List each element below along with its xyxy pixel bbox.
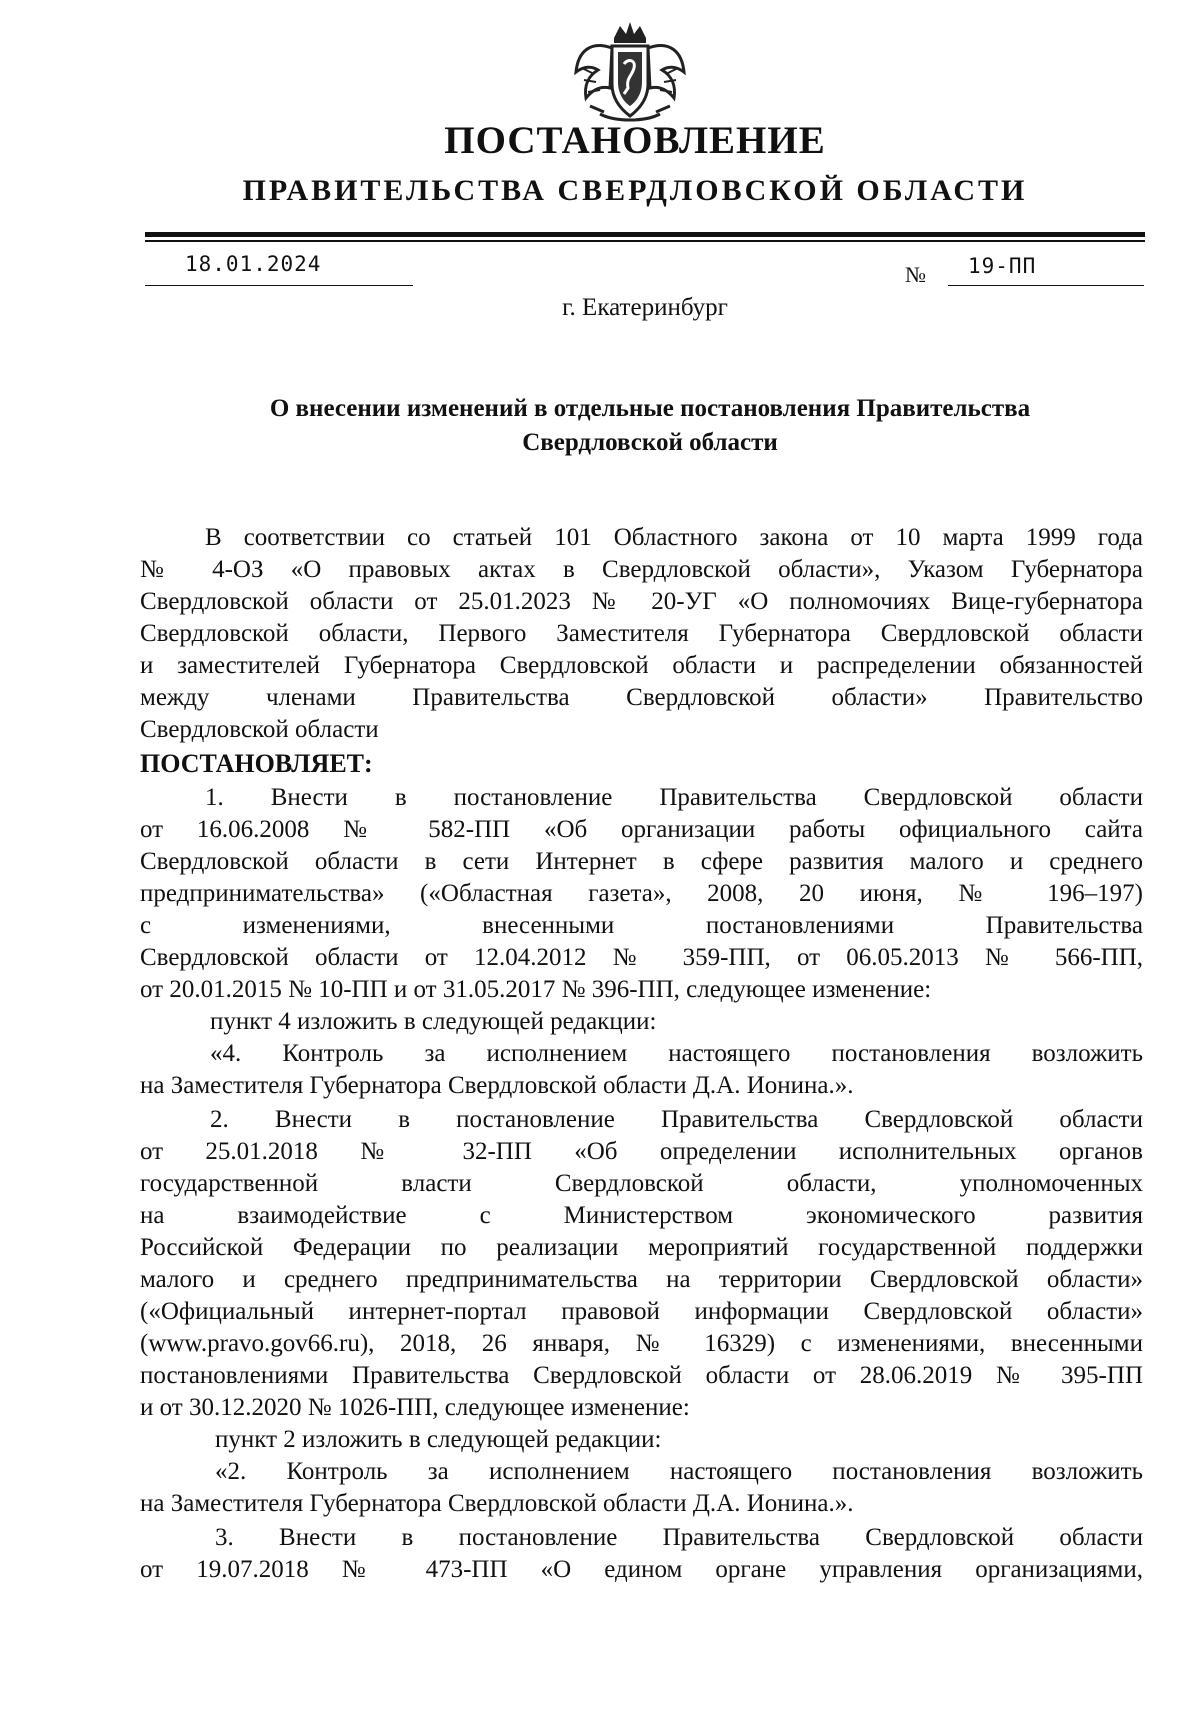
item2-line: 2. Внести в постановление Правительства Свердловской области — [210, 1106, 1143, 1133]
preamble-line: и заместителей Губернатора Свердловской области и распределении обязанностей — [140, 652, 1143, 679]
header-divider-thin — [145, 240, 1145, 242]
document-date: 18.01.2024 — [185, 252, 322, 276]
preamble-line: В соответствии со статьей 101 Областного закона от 10 марта 1999 года — [205, 524, 1143, 551]
item1-line: на Заместителя Губернатора Свердловской области Д.А. Ионина.». — [140, 1072, 854, 1099]
decree-word: ПОСТАНОВЛЯЕТ: — [140, 749, 373, 778]
item2-line: малого и среднего предпринимательства на территории Свердловской области» — [140, 1266, 1143, 1293]
document-city: г. Екатеринбург — [562, 294, 728, 321]
item3-line: 3. Внести в постановление Правительства Свердловской области — [215, 1524, 1143, 1551]
preamble-line: между членами Правительства Свердловской области» Правительство — [140, 684, 1143, 711]
document-type-title: ПОСТАНОВЛЕНИЕ — [444, 119, 826, 162]
item1-line: предпринимательства» («Областная газета», 2008, 20 июня, № 196–197) — [140, 880, 1143, 907]
item2-line: (www.pravo.gov66.ru), 2018, 26 января, № 16329) с изменениями, внесенными — [140, 1330, 1143, 1357]
subject-line: О внесении изменений в отдельные постановления Правительства — [269, 395, 1031, 422]
item1-line: от 16.06.2008 № 582-ПП «Об организации работы официального сайта — [140, 816, 1143, 843]
item1-line: 1. Внести в постановление Правительства Свердловской области — [205, 784, 1143, 811]
number-underline — [948, 285, 1144, 286]
preamble-line: № 4-ОЗ «О правовых актах в Свердловской области», Указом Губернатора — [140, 556, 1143, 583]
issuer-title: ПРАВИТЕЛЬСТВА СВЕРДЛОВСКОЙ ОБЛАСТИ — [242, 174, 1028, 207]
preamble-line: Свердловской области от 25.01.2023 № 20-УГ «О полномочиях Вице-губернатора — [140, 588, 1143, 615]
item2-line: («Официальный интернет-портал правовой информации Свердловской области» — [140, 1298, 1143, 1325]
item2-line: и от 30.12.2020 № 1026-ПП, следующее изменение: — [140, 1394, 690, 1421]
item1-line: Свердловской области от 12.04.2012 № 359-ПП, от 06.05.2013 № 566-ПП, — [140, 944, 1143, 971]
document-number: 19-ПП — [968, 254, 1037, 278]
subject-line: Свердловской области — [522, 429, 778, 456]
item1-line: Свердловской области в сети Интернет в сфере развития малого и среднего — [140, 848, 1143, 875]
date-underline — [145, 285, 413, 286]
preamble-line: Свердловской области, Первого Заместителя Губернатора Свердловской области — [140, 620, 1143, 647]
item2-line: постановлениями Правительства Свердловской области от 28.06.2019 № 395-ПП — [140, 1362, 1143, 1389]
item1-line: пункт 4 изложить в следующей редакции: — [210, 1008, 657, 1035]
coat-of-arms-icon — [570, 18, 690, 126]
item2-line: Российской Федерации по реализации мероприятий государственной поддержки — [140, 1234, 1143, 1261]
item1-line: с изменениями, внесенными постановлениями Правительства — [140, 912, 1143, 939]
item1-line: от 20.01.2015 № 10-ПП и от 31.05.2017 № 396-ПП, следующее изменение: — [140, 976, 932, 1003]
item3-line: от 19.07.2018 № 473-ПП «О едином органе управления организациями, — [140, 1556, 1143, 1583]
item2-line: государственной власти Свердловской области, уполномоченных — [140, 1170, 1143, 1197]
item2-line: пункт 2 изложить в следующей редакции: — [215, 1426, 662, 1453]
item2-line: «2. Контроль за исполнением настоящего постановления возложить — [215, 1458, 1143, 1485]
header-divider-thick — [145, 232, 1145, 237]
item1-line: «4. Контроль за исполнением настоящего постановления возложить — [210, 1040, 1143, 1067]
number-sign: № — [905, 262, 926, 287]
item2-line: на Заместителя Губернатора Свердловской области Д.А. Ионина.». — [140, 1490, 854, 1517]
item2-line: от 25.01.2018 № 32-ПП «Об определении исполнительных органов — [140, 1138, 1143, 1165]
preamble-line: Свердловской области — [140, 716, 379, 743]
document-subject — [180, 392, 1120, 460]
item2-line: на взаимодействие с Министерством экономического развития — [140, 1202, 1143, 1229]
